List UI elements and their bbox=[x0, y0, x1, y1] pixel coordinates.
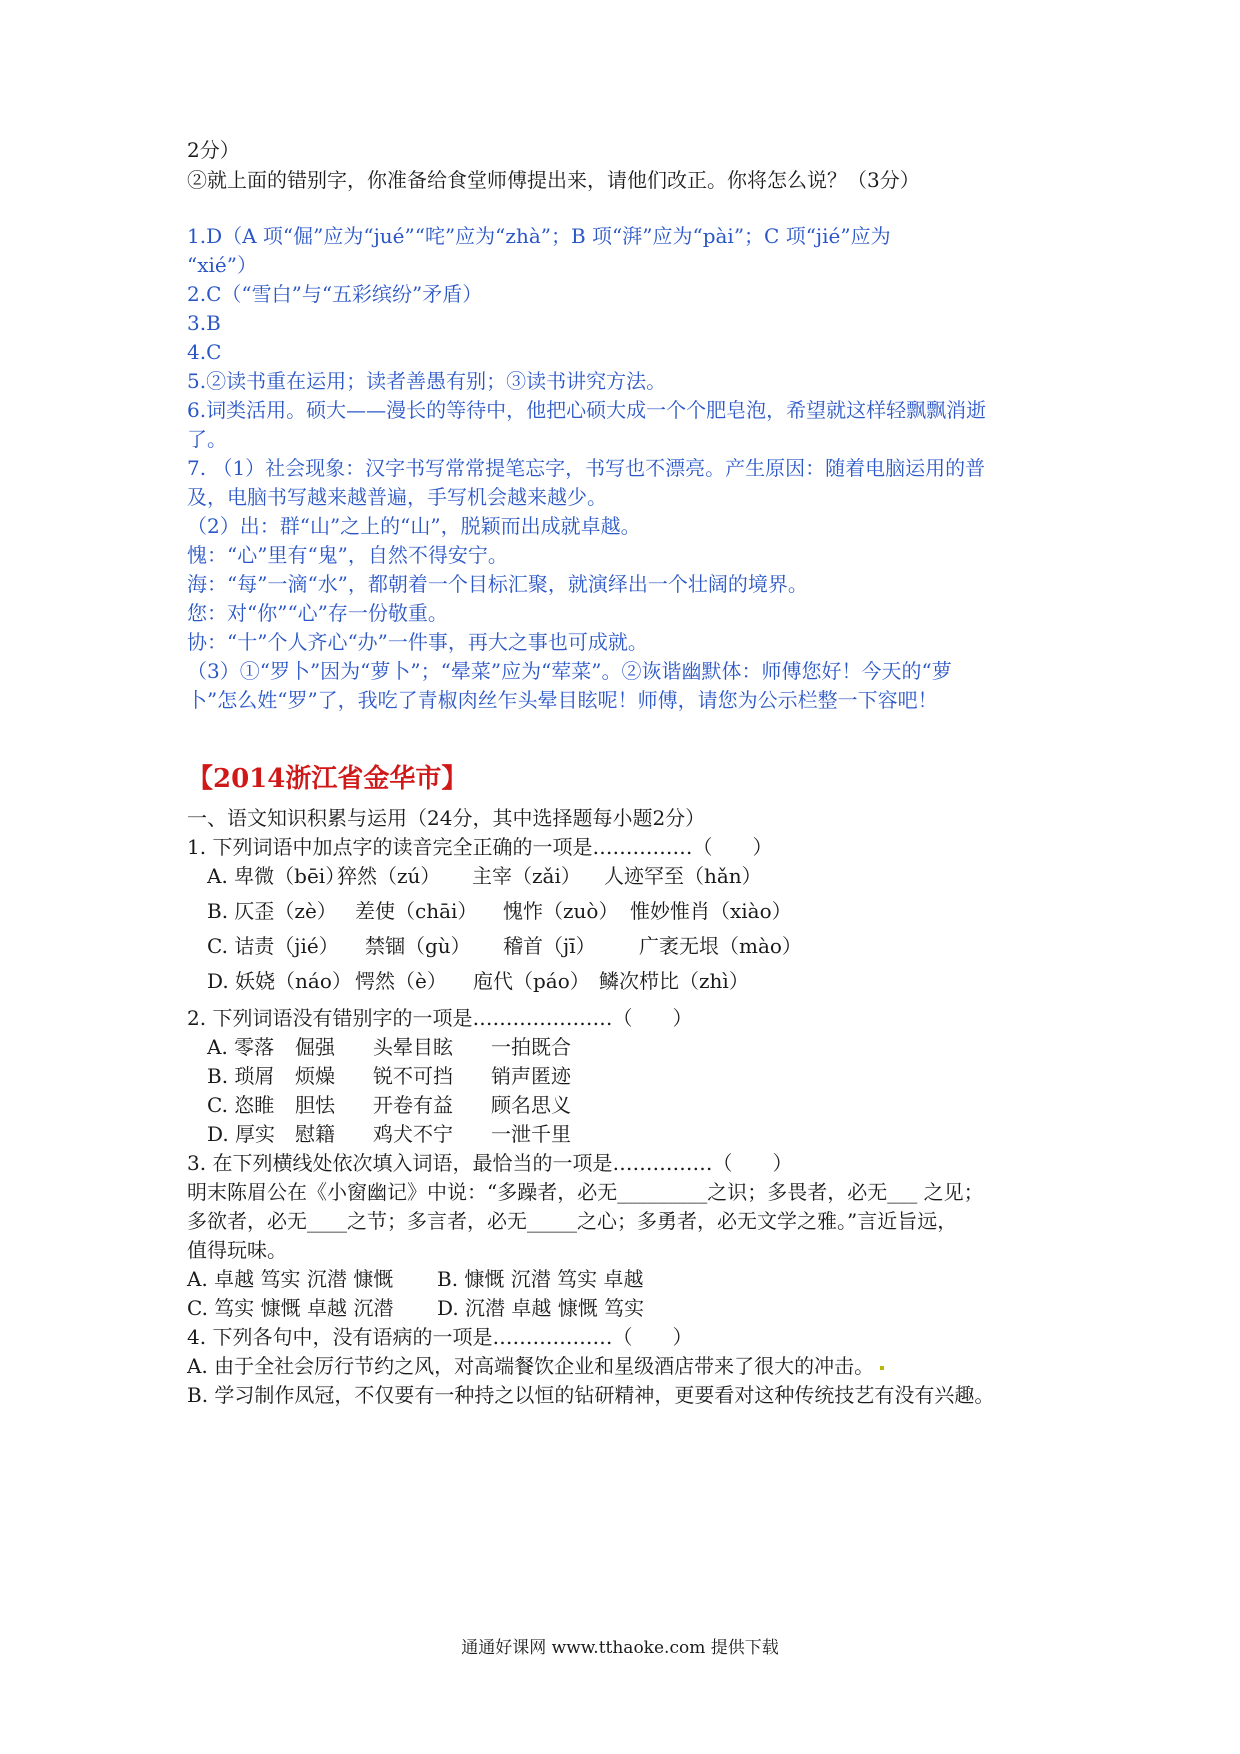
question-text: 明末陈眉公在《小窗幽记》中说：“多躁者，必无_________之识；多畏者，必无___ 之见； bbox=[187, 1180, 984, 1204]
option-cell: C. 恣睢 bbox=[207, 1093, 275, 1117]
answer-line: 及，电脑书写越来越普遍，手写机会越来越少。 bbox=[187, 485, 607, 509]
answer-line: 协：“十”个人齐心“办”一件事，再大之事也可成就。 bbox=[187, 630, 648, 654]
option-cell: 头晕目眩 bbox=[373, 1035, 453, 1059]
option-cell: 一泄千里 bbox=[491, 1122, 571, 1146]
answer-line: 海：“每”一滴“水”，都朝着一个目标汇聚，就演绎出一个壮阔的境界。 bbox=[187, 572, 808, 596]
option-cell: D. 沉潜 卓越 慷慨 笃实 bbox=[437, 1296, 645, 1320]
question-stem: 2. 下列词语没有错别字的一项是…………………（ ） bbox=[187, 1006, 693, 1030]
option-cell: B. 琐屑 bbox=[207, 1064, 275, 1088]
answer-line: 1.D（A 项“倔”应为“jué”“咤”应为“zhà”；B 项“湃”应为“pài”；C 项“jié”应为 bbox=[187, 224, 891, 248]
option-cell: 稽首（jī） bbox=[503, 934, 596, 958]
option-cell: 广袤无垠（mào） bbox=[639, 934, 802, 958]
answer-line: 了。 bbox=[187, 427, 227, 451]
option-cell: D. 妖娆（náo） bbox=[207, 969, 352, 993]
option-cell: B. 仄歪（zè） bbox=[207, 899, 337, 923]
answer-line: 5.②读书重在运用；读者善愚有别；③读书讲究方法。 bbox=[187, 369, 667, 393]
option-cell: 倔强 bbox=[295, 1035, 335, 1059]
question-stem: 1. 下列词语中加点字的读音完全正确的一项是……………（ ） bbox=[187, 835, 773, 859]
section-intro: 一、语文知识积累与运用（24分，其中选择题每小题2分） bbox=[187, 806, 706, 830]
option-cell: 愧怍（zuò） bbox=[503, 899, 619, 923]
option-cell: C. 诘责（jié） bbox=[207, 934, 339, 958]
option-cell: 主宰（zǎi） bbox=[472, 864, 581, 888]
question-text: 多欲者，必无____之节；多言者，必无_____之心；多勇者，必无文学之雅。”言近旨远， bbox=[187, 1209, 958, 1233]
answer-line: 愧：“心”里有“鬼”，自然不得安宁。 bbox=[187, 543, 508, 567]
section-title: 【2014浙江省金华市】 bbox=[187, 764, 468, 794]
answer-line: 7. （1）社会现象：汉字书写常常提笔忘字，书写也不漂亮。产生原因：随着电脑运用的普 bbox=[187, 456, 986, 480]
option-cell: 猝然（zú） bbox=[337, 864, 441, 888]
option-line: B. 学习制作凤冠，不仅要有一种持之以恒的钻研精神，更要看对这种传统技艺有没有兴趣。 bbox=[187, 1383, 995, 1407]
option-cell: 胆怯 bbox=[295, 1093, 335, 1117]
option-cell: B. 慷慨 沉潜 笃实 卓越 bbox=[437, 1267, 644, 1291]
option-cell: 庖代（páo） bbox=[473, 969, 590, 993]
answer-line: 2.C（“雪白”与“五彩缤纷”矛盾） bbox=[187, 282, 483, 306]
option-cell: 销声匿迹 bbox=[491, 1064, 571, 1088]
answer-line: （3）①“罗卜”因为“萝卜”；“晕菜”应为“荤菜”。②诙谐幽默体：师傅您好！今天的“萝 bbox=[187, 659, 952, 683]
answer-line: （2）出：群“山”之上的“山”，脱颖而出成就卓越。 bbox=[187, 514, 641, 538]
option-cell: A. 卑微（bēi） bbox=[207, 864, 346, 888]
option-cell: 愕然（è） bbox=[355, 969, 447, 993]
answer-line: “xié”） bbox=[187, 253, 257, 277]
answer-line: 4.C bbox=[187, 340, 222, 364]
option-cell: 锐不可挡 bbox=[373, 1064, 453, 1088]
option-cell: C. 笃实 慷慨 卓越 沉潜 bbox=[187, 1296, 394, 1320]
answer-line: 卜”怎么姓“罗”了，我吃了青椒肉丝乍头晕目眩呢！师傅，请您为公示栏整一下容吧！ bbox=[187, 688, 938, 712]
text-line: 2分） bbox=[187, 138, 240, 162]
option-cell: 差使（chāi） bbox=[355, 899, 478, 923]
answer-line: 3.B bbox=[187, 311, 221, 335]
option-cell: 顾名思义 bbox=[491, 1093, 571, 1117]
answer-line: 6.词类活用。硕大——漫长的等待中，他把心硕大成一个个肥皂泡，希望就这样轻飘飘消逝 bbox=[187, 398, 987, 422]
option-cell: D. 厚实 bbox=[207, 1122, 276, 1146]
text-line: ②就上面的错别字，你准备给食堂师傅提出来，请他们改正。你将怎么说？（3分） bbox=[187, 168, 920, 192]
question-stem: 4. 下列各句中，没有语病的一项是………………（ ） bbox=[187, 1325, 693, 1349]
option-cell: 鸡犬不宁 bbox=[373, 1122, 453, 1146]
option-cell: 开卷有益 bbox=[373, 1093, 453, 1117]
question-text: 值得玩味。 bbox=[187, 1238, 287, 1262]
question-stem: 3. 在下列横线处依次填入词语，最恰当的一项是……………（ ） bbox=[187, 1151, 793, 1175]
option-cell: 慰籍 bbox=[295, 1122, 335, 1146]
option-cell: 禁锢（gù） bbox=[365, 934, 471, 958]
page-footer: 通通好课网 www.tthaoke.com 提供下载 bbox=[461, 1638, 779, 1658]
option-line bbox=[187, 1352, 884, 1380]
option-cell: 鳞次栉比（zhì） bbox=[599, 969, 749, 993]
option-cell: A. 卓越 笃实 沉潜 慷慨 bbox=[187, 1267, 394, 1291]
answer-line: 您：对“你”“心”存一份敬重。 bbox=[187, 601, 448, 625]
option-cell: 烦燥 bbox=[295, 1064, 335, 1088]
option-cell: A. 零落 bbox=[207, 1035, 275, 1059]
option-cell: 惟妙惟肖（xiào） bbox=[630, 899, 792, 923]
option-cell: 一拍既合 bbox=[491, 1035, 571, 1059]
ink-dot bbox=[880, 1366, 884, 1370]
option-cell: 人迹罕至（hǎn） bbox=[604, 864, 762, 888]
option-text: A. 由于全社会厉行节约之风，对高端餐饮企业和星级酒店带来了很大的冲击。 bbox=[187, 1354, 875, 1378]
